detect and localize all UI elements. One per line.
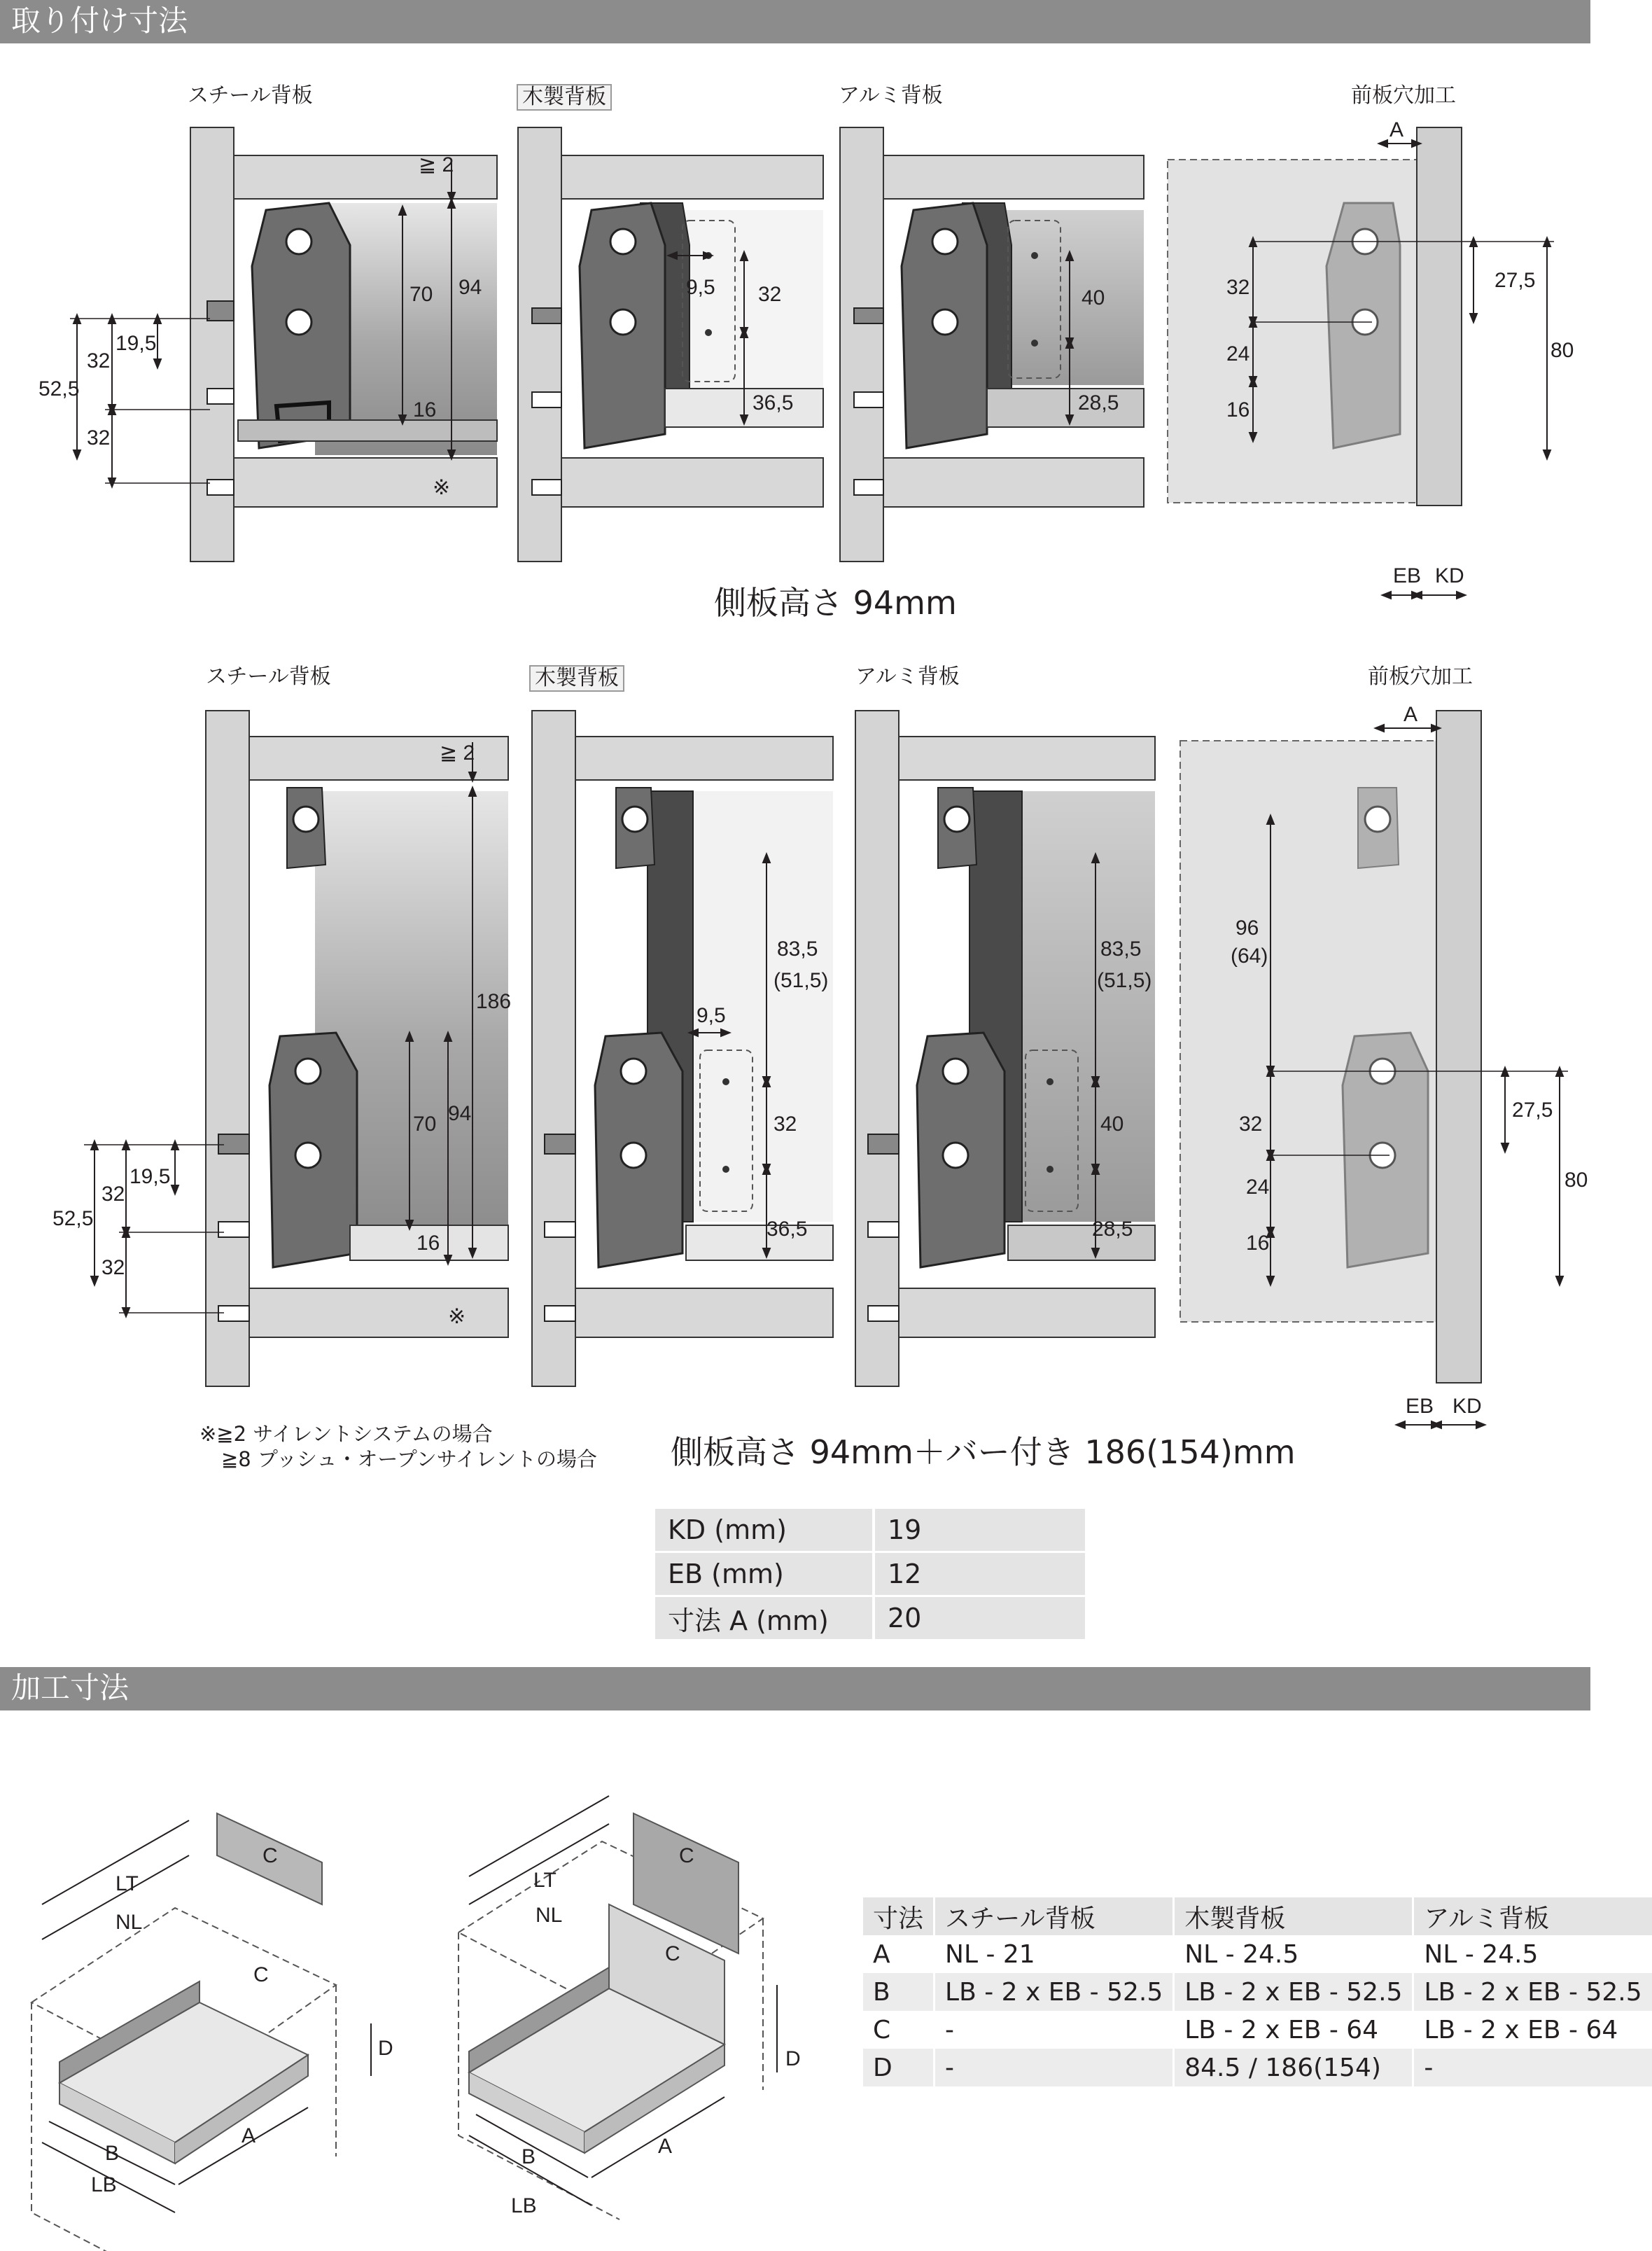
dim-label: 9,5 bbox=[696, 1004, 726, 1027]
iso-label: D bbox=[378, 2037, 393, 2060]
iso-label: C bbox=[665, 1942, 680, 1965]
dim-label: ※ bbox=[433, 476, 451, 499]
dim-label: ≧ 2 bbox=[419, 153, 454, 176]
dim-label: 83,5 bbox=[1100, 938, 1142, 961]
dim-label: 32 bbox=[87, 349, 111, 372]
table-cell: 20 bbox=[874, 1596, 1085, 1640]
dim-label: 24 bbox=[1226, 342, 1250, 365]
dim-label: (64) bbox=[1231, 945, 1268, 968]
table-cell: B bbox=[862, 1973, 934, 2011]
dim-label: 94 bbox=[448, 1102, 472, 1125]
dim-label: 186 bbox=[476, 990, 512, 1013]
spec-table bbox=[655, 1509, 1085, 1641]
dim-label: ※ bbox=[448, 1305, 466, 1328]
label-steel-back: スチール背板 bbox=[188, 83, 313, 108]
label-steel-back: スチール背板 bbox=[206, 664, 331, 689]
iso-label: LT bbox=[533, 1869, 556, 1892]
dim-label: KD bbox=[1435, 564, 1464, 587]
dim-label: A bbox=[1390, 118, 1404, 141]
iso-label: NL bbox=[536, 1904, 563, 1927]
dim-label: 16 bbox=[416, 1232, 440, 1255]
table-row bbox=[655, 1552, 1085, 1596]
label-front-hole: 前板穴加工 bbox=[1351, 83, 1456, 108]
table-row bbox=[862, 2011, 1652, 2049]
dim-label: EB bbox=[1393, 564, 1422, 587]
label-front-hole: 前板穴加工 bbox=[1368, 664, 1473, 689]
table-row bbox=[655, 1596, 1085, 1640]
processing-table bbox=[861, 1897, 1652, 2086]
iso-label: NL bbox=[115, 1911, 143, 1934]
drawing-bottom-alu bbox=[855, 711, 1155, 1386]
table-header-row bbox=[862, 1897, 1652, 1935]
iso-label: C bbox=[679, 1844, 694, 1867]
dim-label: 16 bbox=[1226, 398, 1250, 421]
drawing-bottom-wood bbox=[532, 711, 833, 1386]
iso-label: D bbox=[785, 2047, 801, 2070]
note-line: ※≧2 サイレントシステムの場合 bbox=[200, 1422, 493, 1446]
drawing-top-wood bbox=[518, 127, 823, 562]
section-title: 加工寸法 bbox=[11, 1671, 130, 1705]
table-cell: NL - 24.5 bbox=[1174, 1935, 1413, 1973]
drawing-bottom-front bbox=[1180, 703, 1588, 1425]
label-alu-back: アルミ背板 bbox=[839, 83, 943, 108]
table-cell: NL - 24.5 bbox=[1413, 1935, 1652, 1973]
table-cell: - bbox=[934, 2049, 1174, 2086]
dim-label: 9,5 bbox=[686, 276, 715, 299]
dim-label: 24 bbox=[1246, 1176, 1270, 1199]
dim-label: 36,5 bbox=[766, 1218, 808, 1241]
dim-label: 70 bbox=[413, 1113, 437, 1136]
table-cell: 12 bbox=[874, 1552, 1085, 1596]
table-cell: A bbox=[862, 1935, 934, 1973]
dim-label: 40 bbox=[1082, 286, 1105, 309]
table-cell: 84.5 / 186(154) bbox=[1174, 2049, 1413, 2086]
table-cell: LB - 2 x EB - 52.5 bbox=[1174, 1973, 1413, 2011]
drawing-top-alu bbox=[840, 127, 1144, 562]
table-cell: KD (mm) bbox=[655, 1509, 874, 1552]
table-cell: 寸法 A (mm) bbox=[655, 1596, 874, 1640]
dim-label: 16 bbox=[413, 398, 437, 421]
dim-label: 80 bbox=[1564, 1169, 1588, 1192]
table-header: アルミ背板 bbox=[1413, 1897, 1652, 1935]
table-header: 木製背板 bbox=[1174, 1897, 1413, 1935]
drawing-bottom-steel bbox=[52, 711, 511, 1386]
note-line: ≧8 プッシュ・オープンサイレントの場合 bbox=[221, 1447, 597, 1471]
dim-label: EB bbox=[1406, 1395, 1434, 1418]
dim-label: (51,5) bbox=[1097, 969, 1152, 992]
dim-label: 19,5 bbox=[115, 332, 157, 355]
drawing-top-steel bbox=[38, 127, 497, 562]
iso-drawing-left bbox=[31, 1813, 371, 2251]
dim-label: 32 bbox=[102, 1256, 125, 1279]
table-cell: LB - 2 x EB - 52.5 bbox=[934, 1973, 1174, 2011]
table-cell: NL - 21 bbox=[934, 1935, 1174, 1973]
dim-label: 28,5 bbox=[1078, 391, 1119, 414]
caption-side-height: 側板高さ 94mm bbox=[714, 584, 957, 622]
dim-label: 52,5 bbox=[38, 377, 80, 400]
table-cell: LB - 2 x EB - 52.5 bbox=[1413, 1973, 1652, 2011]
label-wood-back: 木製背板 bbox=[517, 84, 612, 111]
table-cell: LB - 2 x EB - 64 bbox=[1174, 2011, 1413, 2049]
iso-label: LT bbox=[115, 1872, 139, 1895]
dim-label: 96 bbox=[1236, 917, 1259, 940]
table-header: 寸法 bbox=[862, 1897, 934, 1935]
table-row bbox=[862, 2049, 1652, 2086]
table-cell: C bbox=[862, 2011, 934, 2049]
iso-label: B bbox=[522, 2145, 536, 2168]
iso-label: LB bbox=[91, 2173, 117, 2196]
table-cell: EB (mm) bbox=[655, 1552, 874, 1596]
dim-label: 40 bbox=[1100, 1113, 1124, 1136]
table-cell: 19 bbox=[874, 1509, 1085, 1552]
table-row bbox=[862, 1973, 1652, 2011]
dim-label: 19,5 bbox=[130, 1165, 171, 1188]
table-row bbox=[655, 1509, 1085, 1552]
table-row bbox=[862, 1935, 1652, 1973]
caption-side-height-bar: 側板高さ 94mm＋バー付き 186(154)mm bbox=[671, 1433, 1296, 1471]
dim-label: 27,5 bbox=[1512, 1099, 1553, 1122]
dim-label: 16 bbox=[1246, 1232, 1270, 1255]
dim-label: A bbox=[1404, 703, 1418, 726]
dim-label: 80 bbox=[1550, 339, 1574, 362]
drawing-top-front bbox=[1168, 118, 1574, 595]
section-title: 取り付け寸法 bbox=[11, 4, 188, 38]
table-cell: LB - 2 x EB - 64 bbox=[1413, 2011, 1652, 2049]
table-cell: - bbox=[934, 2011, 1174, 2049]
table-cell: - bbox=[1413, 2049, 1652, 2086]
table-header: スチール背板 bbox=[934, 1897, 1174, 1935]
dim-label: 32 bbox=[102, 1183, 125, 1206]
dim-label: 83,5 bbox=[777, 938, 818, 961]
dim-label: 27,5 bbox=[1494, 269, 1536, 292]
iso-label: LB bbox=[511, 2194, 537, 2217]
iso-label: A bbox=[241, 2124, 256, 2147]
iso-drawing-right bbox=[458, 1796, 777, 2219]
dim-label: 32 bbox=[774, 1113, 797, 1136]
dim-label: 32 bbox=[1226, 276, 1250, 299]
dim-label: ≧ 2 bbox=[440, 741, 475, 765]
dim-label: 52,5 bbox=[52, 1207, 94, 1230]
dim-label: 28,5 bbox=[1092, 1218, 1133, 1241]
dim-label: 32 bbox=[87, 426, 111, 449]
dim-label: 32 bbox=[1239, 1113, 1263, 1136]
dim-label: 70 bbox=[410, 283, 433, 306]
dim-label: 36,5 bbox=[752, 391, 794, 414]
iso-label: A bbox=[658, 2135, 673, 2158]
iso-label: C bbox=[262, 1844, 278, 1867]
iso-label: C bbox=[253, 1963, 269, 1986]
label-alu-back: アルミ背板 bbox=[855, 664, 960, 689]
label-wood-back: 木製背板 bbox=[529, 665, 624, 692]
table-cell: D bbox=[862, 2049, 934, 2086]
dim-label: 32 bbox=[758, 283, 782, 306]
dim-label: (51,5) bbox=[774, 969, 829, 992]
iso-label: B bbox=[105, 2142, 120, 2165]
dim-label: KD bbox=[1452, 1395, 1482, 1418]
dim-label: 94 bbox=[458, 276, 482, 299]
